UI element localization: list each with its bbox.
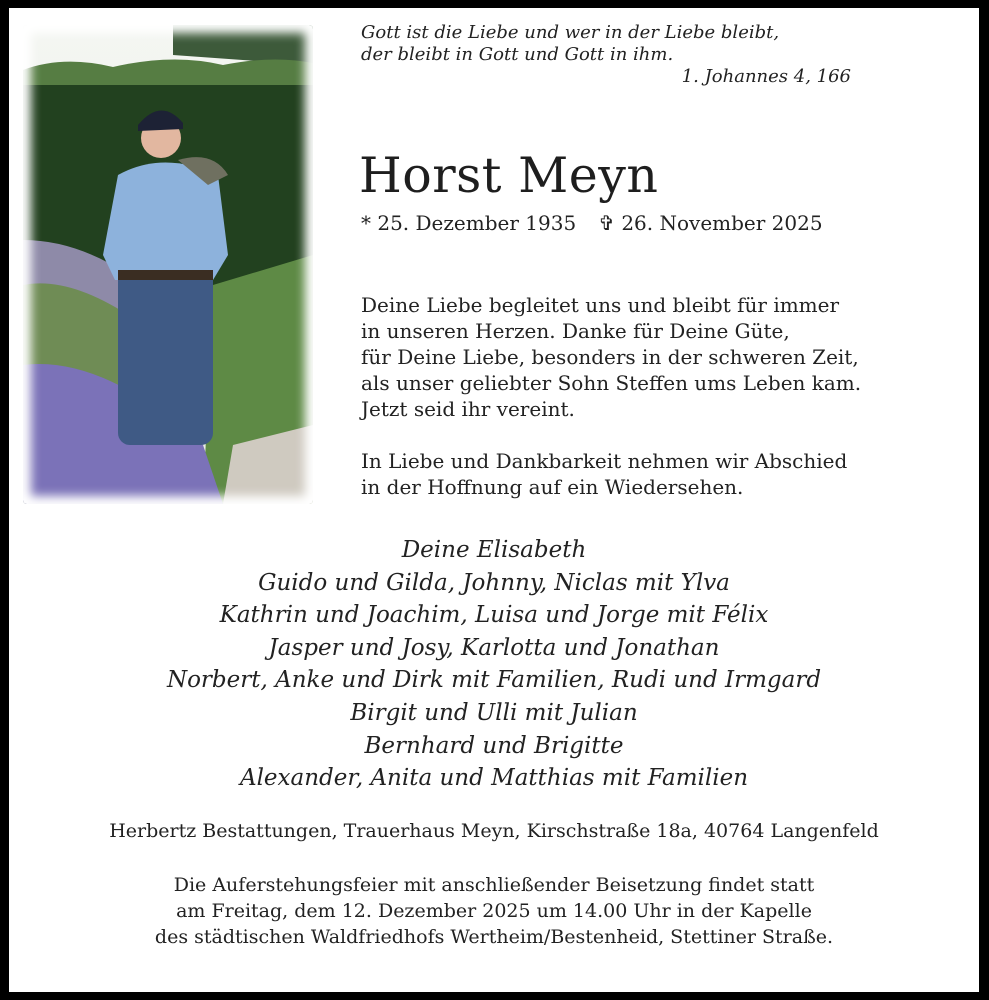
ceremony-line: am Freitag, dem 12. Dezember 2025 um 14.00 Uhr in der Kapelle: [176, 900, 812, 922]
family-line: Kathrin und Joachim, Luisa und Jorge mit Félix: [219, 602, 769, 629]
obituary-card: [9, 8, 979, 992]
birth-date: * 25. Dezember 1935: [361, 211, 577, 235]
poem-line: in unseren Herzen. Danke für Deine Güte,: [361, 319, 790, 343]
photo-illustration: [23, 25, 313, 504]
poem-line: Deine Liebe begleitet uns und bleibt für immer: [361, 293, 840, 317]
family-line: Guido und Gilda, Johnny, Niclas mit Ylva: [258, 569, 730, 596]
family-line: Norbert, Anke und Dirk mit Familien, Rudi und Irmgard: [166, 667, 822, 694]
poem-line: Jetzt seid ihr vereint.: [361, 397, 575, 421]
funeral-details: [9, 872, 979, 950]
verse-line: Gott ist die Liebe und wer in der Liebe bleibt,: [361, 22, 780, 43]
life-dates: [361, 210, 823, 236]
stanza-gap: [361, 422, 941, 448]
bible-verse: [361, 22, 851, 88]
family-line: Alexander, Anita und Matthias mit Familien: [239, 765, 749, 792]
cross-icon: ✞: [598, 211, 615, 235]
poem-line: für Deine Liebe, besonders in der schweren Zeit,: [361, 345, 859, 369]
poem-line: als unser geliebter Sohn Steffen ums Leben kam.: [361, 371, 862, 395]
family-line: Jasper und Josy, Karlotta und Jonathan: [268, 634, 720, 661]
ceremony-line: Die Auferstehungsfeier mit anschließender Beisetzung findet statt: [173, 874, 815, 896]
poem-line: In Liebe und Dankbarkeit nehmen wir Abschied: [361, 449, 848, 473]
family-line: Bernhard und Brigitte: [364, 732, 624, 759]
verse-line: der bleibt in Gott und Gott in ihm.: [361, 44, 674, 65]
deceased-name: Horst Meyn: [359, 147, 659, 204]
undertaker-address: Herbertz Bestattungen, Trauerhaus Meyn, Kirschstraße 18a, 40764 Langenfeld: [109, 820, 879, 842]
ceremony-line: des städtischen Waldfriedhofs Wertheim/Bestenheid, Stettiner Straße.: [154, 926, 834, 948]
family-line: Deine Elisabeth: [401, 537, 587, 563]
poem-line: in der Hoffnung auf ein Wiedersehen.: [361, 475, 744, 499]
verse-reference: 1. Johannes 4, 166: [681, 66, 851, 87]
family-signatures: [9, 534, 979, 795]
death-date: 26. November 2025: [621, 211, 823, 235]
family-line: Birgit und Ulli mit Julian: [350, 699, 638, 726]
portrait-photo: [23, 25, 313, 504]
memorial-text: [361, 292, 941, 500]
